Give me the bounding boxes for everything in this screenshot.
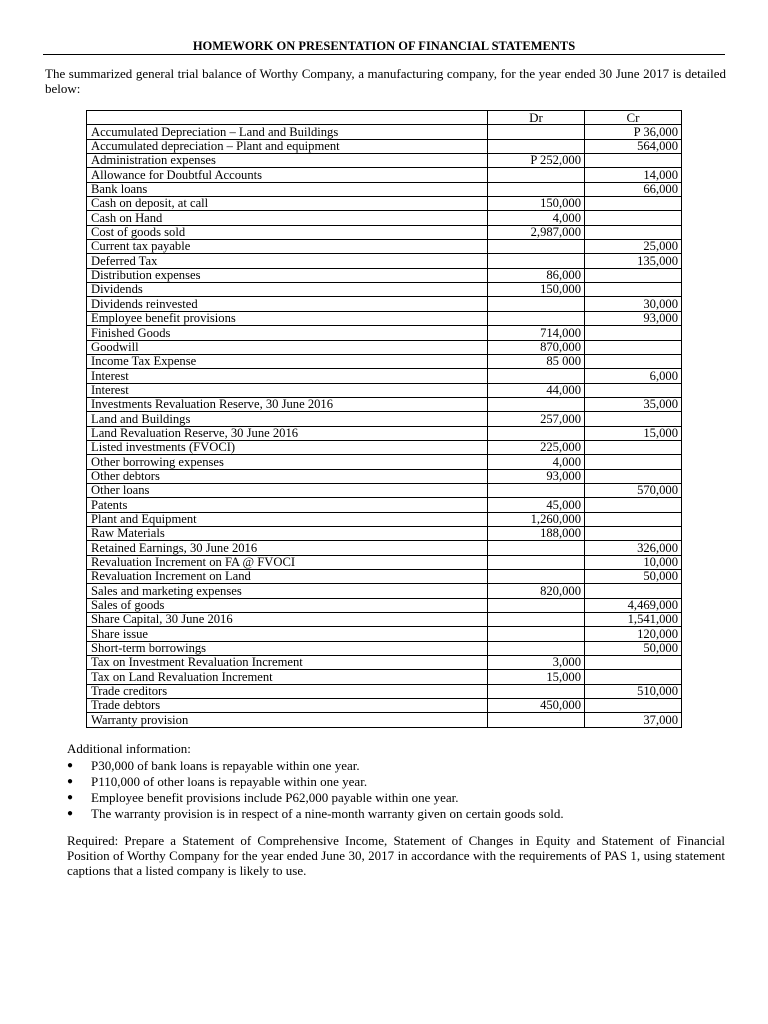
account-cell: Other borrowing expenses bbox=[87, 455, 488, 469]
table-row bbox=[87, 383, 682, 397]
debit-cell: P 252,000 bbox=[488, 154, 585, 168]
table-row bbox=[87, 125, 682, 139]
account-cell: Trade creditors bbox=[87, 684, 488, 698]
table-row bbox=[87, 254, 682, 268]
debit-cell: 150,000 bbox=[488, 283, 585, 297]
credit-cell: 135,000 bbox=[585, 254, 682, 268]
debit-cell bbox=[488, 555, 585, 569]
table-row bbox=[87, 240, 682, 254]
credit-cell: 30,000 bbox=[585, 297, 682, 311]
account-cell: Cost of goods sold bbox=[87, 225, 488, 239]
credit-cell bbox=[585, 512, 682, 526]
debit-cell bbox=[488, 541, 585, 555]
debit-cell bbox=[488, 713, 585, 727]
account-cell: Other loans bbox=[87, 483, 488, 497]
debit-cell bbox=[488, 254, 585, 268]
credit-cell bbox=[585, 440, 682, 454]
table-row bbox=[87, 713, 682, 727]
list-item-text: Employee benefit provisions include P62,000 payable within one year. bbox=[91, 790, 459, 805]
account-cell: Tax on Investment Revaluation Increment bbox=[87, 656, 488, 670]
table-row bbox=[87, 598, 682, 612]
debit-cell: 45,000 bbox=[488, 498, 585, 512]
credit-cell: P 36,000 bbox=[585, 125, 682, 139]
list-item bbox=[67, 758, 564, 774]
table-row bbox=[87, 440, 682, 454]
table-row bbox=[87, 613, 682, 627]
table-row bbox=[87, 168, 682, 182]
account-cell: Patents bbox=[87, 498, 488, 512]
table-row bbox=[87, 283, 682, 297]
account-cell: Revaluation Increment on FA @ FVOCI bbox=[87, 555, 488, 569]
table-row bbox=[87, 182, 682, 196]
bullet-icon: ● bbox=[67, 808, 74, 819]
debit-cell bbox=[488, 369, 585, 383]
table-row bbox=[87, 268, 682, 282]
credit-cell bbox=[585, 469, 682, 483]
list-item bbox=[67, 806, 564, 822]
debit-cell bbox=[488, 168, 585, 182]
debit-cell: 870,000 bbox=[488, 340, 585, 354]
debit-cell bbox=[488, 570, 585, 584]
trial-balance-table bbox=[86, 110, 682, 728]
debit-cell bbox=[488, 641, 585, 655]
account-cell: Trade debtors bbox=[87, 699, 488, 713]
table-row bbox=[87, 340, 682, 354]
account-cell: Sales and marketing expenses bbox=[87, 584, 488, 598]
credit-cell bbox=[585, 584, 682, 598]
table-row bbox=[87, 311, 682, 325]
intro-paragraph: The summarized general trial balance of Worthy Company, a manufacturing company, for the year ended 30 June 2017 is detailed below: bbox=[45, 66, 726, 96]
account-cell: Cash on deposit, at call bbox=[87, 197, 488, 211]
table-row bbox=[87, 684, 682, 698]
account-cell: Accumulated depreciation – Plant and equipment bbox=[87, 139, 488, 153]
credit-cell bbox=[585, 412, 682, 426]
debit-cell: 4,000 bbox=[488, 211, 585, 225]
debit-cell: 257,000 bbox=[488, 412, 585, 426]
account-cell: Accumulated Depreciation – Land and Buildings bbox=[87, 125, 488, 139]
account-cell: Administration expenses bbox=[87, 154, 488, 168]
account-cell: Finished Goods bbox=[87, 326, 488, 340]
table-row bbox=[87, 326, 682, 340]
account-cell: Land and Buildings bbox=[87, 412, 488, 426]
table-row bbox=[87, 483, 682, 497]
debit-cell: 15,000 bbox=[488, 670, 585, 684]
table-row bbox=[87, 670, 682, 684]
debit-cell bbox=[488, 613, 585, 627]
account-cell: Interest bbox=[87, 369, 488, 383]
debit-cell: 86,000 bbox=[488, 268, 585, 282]
debit-cell: 2,987,000 bbox=[488, 225, 585, 239]
table-row bbox=[87, 570, 682, 584]
header-dr: Dr bbox=[488, 111, 585, 125]
header-cr: Cr bbox=[585, 111, 682, 125]
debit-cell bbox=[488, 684, 585, 698]
credit-cell: 326,000 bbox=[585, 541, 682, 555]
credit-cell: 1,541,000 bbox=[585, 613, 682, 627]
debit-cell: 150,000 bbox=[488, 197, 585, 211]
credit-cell bbox=[585, 283, 682, 297]
table-row bbox=[87, 512, 682, 526]
account-cell: Share issue bbox=[87, 627, 488, 641]
bullet-icon: ● bbox=[67, 776, 74, 787]
credit-cell: 6,000 bbox=[585, 369, 682, 383]
account-cell: Sales of goods bbox=[87, 598, 488, 612]
account-cell: Current tax payable bbox=[87, 240, 488, 254]
additional-info-heading: Additional information: bbox=[67, 741, 191, 756]
account-cell: Allowance for Doubtful Accounts bbox=[87, 168, 488, 182]
debit-cell bbox=[488, 125, 585, 139]
list-item bbox=[67, 774, 564, 790]
credit-cell bbox=[585, 211, 682, 225]
list-item-text: P110,000 of other loans is repayable within one year. bbox=[91, 774, 368, 789]
account-cell: Short-term borrowings bbox=[87, 641, 488, 655]
debit-cell bbox=[488, 483, 585, 497]
credit-cell bbox=[585, 154, 682, 168]
credit-cell: 66,000 bbox=[585, 182, 682, 196]
account-cell: Investments Revaluation Reserve, 30 June 2016 bbox=[87, 397, 488, 411]
debit-cell: 450,000 bbox=[488, 699, 585, 713]
credit-cell bbox=[585, 699, 682, 713]
debit-cell: 820,000 bbox=[488, 584, 585, 598]
debit-cell: 93,000 bbox=[488, 469, 585, 483]
credit-cell: 4,469,000 bbox=[585, 598, 682, 612]
bullet-icon: ● bbox=[67, 792, 74, 803]
credit-cell: 10,000 bbox=[585, 555, 682, 569]
table-row bbox=[87, 225, 682, 239]
table-row bbox=[87, 469, 682, 483]
debit-cell: 1,260,000 bbox=[488, 512, 585, 526]
credit-cell bbox=[585, 656, 682, 670]
debit-cell: 3,000 bbox=[488, 656, 585, 670]
table-row bbox=[87, 397, 682, 411]
credit-cell bbox=[585, 340, 682, 354]
table-row bbox=[87, 369, 682, 383]
debit-cell: 188,000 bbox=[488, 526, 585, 540]
credit-cell: 35,000 bbox=[585, 397, 682, 411]
debit-cell bbox=[488, 397, 585, 411]
account-cell: Land Revaluation Reserve, 30 June 2016 bbox=[87, 426, 488, 440]
debit-cell bbox=[488, 598, 585, 612]
credit-cell bbox=[585, 526, 682, 540]
debit-cell bbox=[488, 240, 585, 254]
table-row bbox=[87, 139, 682, 153]
account-cell: Goodwill bbox=[87, 340, 488, 354]
credit-cell bbox=[585, 455, 682, 469]
list-item bbox=[67, 790, 564, 806]
credit-cell bbox=[585, 354, 682, 368]
title-underline bbox=[43, 54, 725, 55]
account-cell: Other debtors bbox=[87, 469, 488, 483]
table-row bbox=[87, 154, 682, 168]
account-cell: Tax on Land Revaluation Increment bbox=[87, 670, 488, 684]
credit-cell: 25,000 bbox=[585, 240, 682, 254]
account-cell: Employee benefit provisions bbox=[87, 311, 488, 325]
debit-cell: 714,000 bbox=[488, 326, 585, 340]
debit-cell: 4,000 bbox=[488, 455, 585, 469]
debit-cell bbox=[488, 311, 585, 325]
table-row bbox=[87, 412, 682, 426]
table-row bbox=[87, 584, 682, 598]
table-header-row bbox=[87, 111, 682, 125]
table-row bbox=[87, 211, 682, 225]
credit-cell: 564,000 bbox=[585, 139, 682, 153]
document-title: HOMEWORK ON PRESENTATION OF FINANCIAL STATEMENTS bbox=[192, 39, 576, 53]
table-row bbox=[87, 699, 682, 713]
credit-cell bbox=[585, 268, 682, 282]
credit-cell bbox=[585, 498, 682, 512]
credit-cell: 50,000 bbox=[585, 641, 682, 655]
table-row bbox=[87, 455, 682, 469]
debit-cell bbox=[488, 139, 585, 153]
credit-cell: 510,000 bbox=[585, 684, 682, 698]
debit-cell bbox=[488, 627, 585, 641]
table-row bbox=[87, 297, 682, 311]
debit-cell: 225,000 bbox=[488, 440, 585, 454]
bullet-icon: ● bbox=[67, 760, 74, 771]
account-cell: Warranty provision bbox=[87, 713, 488, 727]
account-cell: Raw Materials bbox=[87, 526, 488, 540]
table-row bbox=[87, 354, 682, 368]
account-cell: Revaluation Increment on Land bbox=[87, 570, 488, 584]
account-cell: Income Tax Expense bbox=[87, 354, 488, 368]
table-row bbox=[87, 541, 682, 555]
required-paragraph: Required: Prepare a Statement of Comprehensive Income, Statement of Changes in Equity and Statement of Financial Position of Worthy Company for the year ended June 30, 2017 in accordance with the requirements of PAS 1, using statement captions that a listed company is likely to use. bbox=[67, 833, 725, 878]
table-row bbox=[87, 526, 682, 540]
credit-cell: 15,000 bbox=[585, 426, 682, 440]
account-cell: Interest bbox=[87, 383, 488, 397]
credit-cell: 93,000 bbox=[585, 311, 682, 325]
credit-cell bbox=[585, 225, 682, 239]
credit-cell bbox=[585, 383, 682, 397]
credit-cell bbox=[585, 326, 682, 340]
debit-cell bbox=[488, 297, 585, 311]
credit-cell bbox=[585, 197, 682, 211]
account-cell: Retained Earnings, 30 June 2016 bbox=[87, 541, 488, 555]
table-row bbox=[87, 627, 682, 641]
account-cell: Distribution expenses bbox=[87, 268, 488, 282]
account-cell: Dividends bbox=[87, 283, 488, 297]
credit-cell: 570,000 bbox=[585, 483, 682, 497]
list-item-text: P30,000 of bank loans is repayable within one year. bbox=[91, 758, 360, 773]
credit-cell bbox=[585, 670, 682, 684]
additional-info-list bbox=[67, 758, 564, 822]
credit-cell: 120,000 bbox=[585, 627, 682, 641]
account-cell: Share Capital, 30 June 2016 bbox=[87, 613, 488, 627]
debit-cell: 85 000 bbox=[488, 354, 585, 368]
account-cell: Plant and Equipment bbox=[87, 512, 488, 526]
table-row bbox=[87, 555, 682, 569]
credit-cell: 50,000 bbox=[585, 570, 682, 584]
table-row bbox=[87, 426, 682, 440]
debit-cell bbox=[488, 426, 585, 440]
debit-cell bbox=[488, 182, 585, 196]
table-row bbox=[87, 498, 682, 512]
account-cell: Deferred Tax bbox=[87, 254, 488, 268]
table-row bbox=[87, 197, 682, 211]
table-row bbox=[87, 641, 682, 655]
account-cell: Listed investments (FVOCI) bbox=[87, 440, 488, 454]
debit-cell: 44,000 bbox=[488, 383, 585, 397]
account-cell: Cash on Hand bbox=[87, 211, 488, 225]
account-cell: Dividends reinvested bbox=[87, 297, 488, 311]
credit-cell: 14,000 bbox=[585, 168, 682, 182]
list-item-text: The warranty provision is in respect of a nine-month warranty given on certain goods sold. bbox=[91, 806, 564, 821]
credit-cell: 37,000 bbox=[585, 713, 682, 727]
table-row bbox=[87, 656, 682, 670]
header-account bbox=[87, 111, 488, 125]
account-cell: Bank loans bbox=[87, 182, 488, 196]
